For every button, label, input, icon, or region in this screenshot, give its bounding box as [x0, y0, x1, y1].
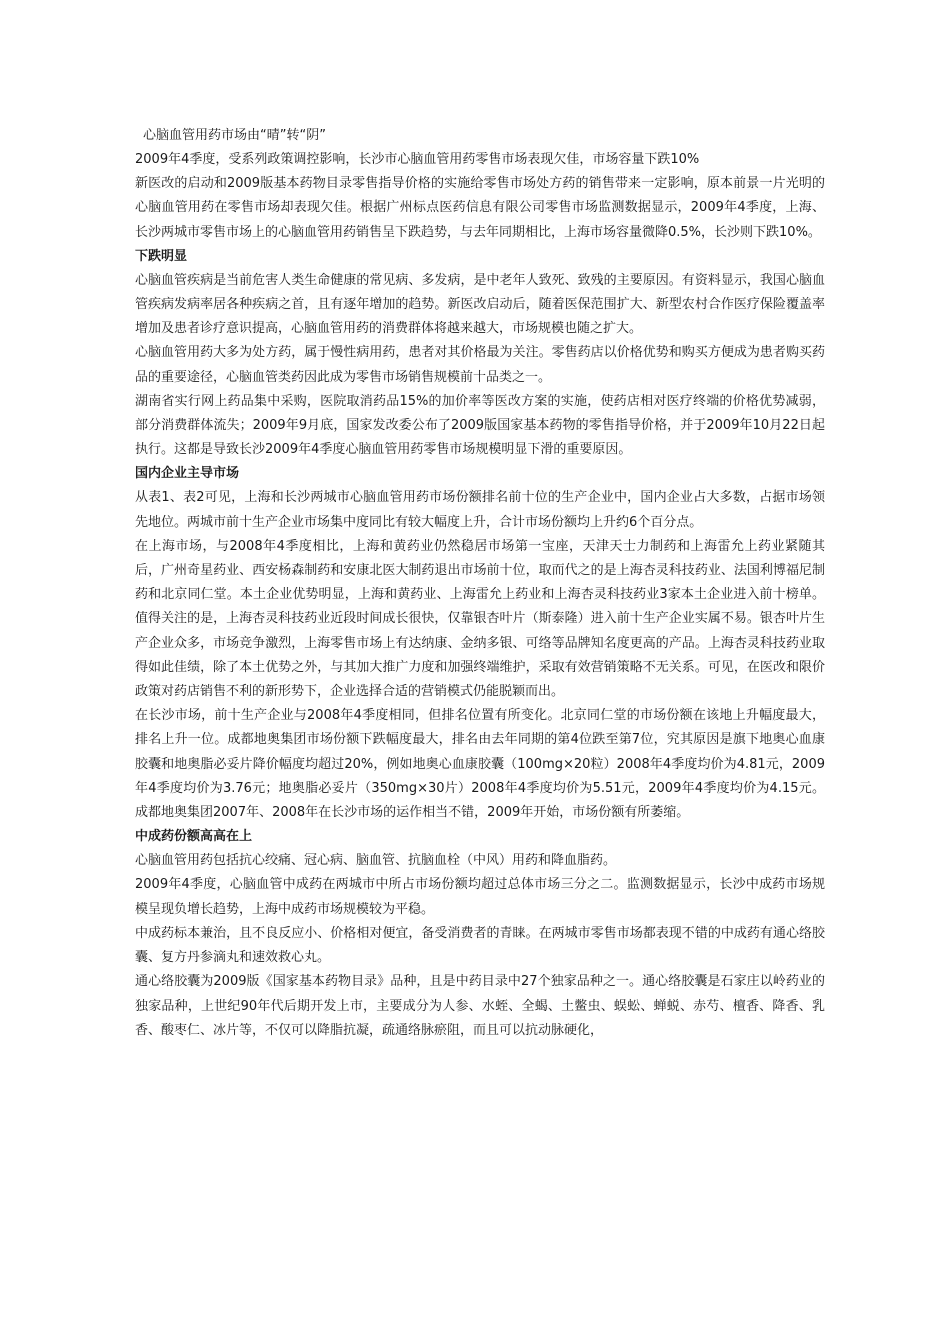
section-heading-decline: 下跌明显: [135, 248, 188, 264]
lead-paragraph-1: 2009年4季度，受系列政策调控影响，长沙市心脑血管用药零售市场表现欠佳，市场容量下跌10%: [135, 152, 700, 167]
lead-paragraph-2: 新医改的启动和2009版基本药物目录零售指导价格的实施给零售市场处方药的销售带来一定影响，原本前景一片光明的心脑血管用药在零售市场却表现欠佳。根据广州标点医药信息有限公司零售市场监测数据显示，2009年4季度，上海、长沙两城市零售市场上的心脑血管用药销售呈下跌趋势，与去年同期相比，上海市场容量微降0.5%，长沙则下跌10%。: [135, 176, 825, 240]
section3-paragraph-3: 中成药标本兼治，且不良反应小、价格相对便宜，备受消费者的青睐。在两城市零售市场都表现不错的中成药有通心络胶囊、复方丹参滴丸和速效救心丸。: [135, 925, 825, 966]
section1-paragraph-2: 心脑血管用药大多为处方药，属于慢性病用药，患者对其价格最为关注。零售药店以价格优势和购买方便成为患者购买药品的重要途径，心脑血管类药因此成为零售市场销售规模前十品类之一。: [135, 345, 825, 385]
section2-paragraph-3: 在长沙市场，前十生产企业与2008年4季度相同，但排名位置有所变化。北京同仁堂的市场份额在该地上升幅度最大，排名上升一位。成都地奥集团市场份额下跌幅度最大，排名由去年同期的第4位跌至第7位，究其原因是旗下地奥心血康胶囊和地奥脂必妥片降价幅度均超过20%，例如地奥心血康胶囊（100mg×20粒）2008年4季度均价为4.81元，2009年4季度均价为3.76元；地奥脂必妥片（350mg×30片）2008年4季度均价为5.51元，2009年4季度均价为4.15元。成都地奥集团2007年、2008年在长沙市场的运作相当不错，2009年开始，市场份额有所萎缩。: [135, 708, 825, 821]
section-heading-chinese-medicine: 中成药份额高高在上: [135, 829, 253, 845]
section3-paragraph-1: 心脑血管用药包括抗心绞痛、冠心病、脑血管、抗脑血栓（中风）用药和降血脂药。: [135, 853, 617, 869]
section3-paragraph-4: 通心络胶囊为2009版《国家基本药物目录》品种，且是中药目录中27个独家品种之一。通心络胶囊是石家庄以岭药业的独家品种，上世纪90年代后期开发上市，主要成分为人参、水蛭、全蝎、土鳖虫、蜈蚣、蝉蜕、赤芍、檀香、降香、乳香、酸枣仁、冰片等，不仅可以降脂抗凝，疏通络脉瘀阻，而且可以抗动脉硬化，: [135, 974, 825, 1038]
section2-paragraph-2: 在上海市场，与2008年4季度相比，上海和黄药业仍然稳居市场第一宝座，天津天士力制药和上海雷允上药业紧随其后，广州奇星药业、西安杨森制药和安康北医大制药退出市场前十位，取而代之的是上海杏灵科技药业、法国利博福尼制药和北京同仁堂。本土企业优势明显，上海和黄药业、上海雷允上药业和上海杏灵科技药业3家本土企业进入前十榜单。值得关注的是，上海杏灵科技药业近段时间成长很快，仅靠银杏叶片（斯泰隆）进入前十生产企业实属不易。银杏叶片生产企业众多，市场竞争激烈，上海零售市场上有达纳康、金纳多银、可络等品牌知名度更高的产品。上海杏灵科技药业取得如此佳绩，除了本土优势之外，与其加大推广力度和加强终端维护，采取有效营销策略不无关系。可见，在医改和限价政策对药店销售不利的新形势下，企业选择合适的营销模式仍能脱颖而出。: [135, 538, 825, 700]
document-page: [135, 124, 825, 1043]
section3-paragraph-2: 2009年4季度，心脑血管中成药在两城市中所占市场份额均超过总体市场三分之二。监测数据显示，长沙中成药市场规模呈现负增长趋势，上海中成药市场规模较为平稳。: [135, 877, 825, 917]
section1-paragraph-1: 心脑血管疾病是当前危害人类生命健康的常见病、多发病，是中老年人致死、致残的主要原因。有资料显示，我国心脑血管疾病发病率居各种疾病之首，且有逐年增加的趋势。新医改启动后，随着医保范围扩大、新型农村合作医疗保险覆盖率增加及患者诊疗意识提高，心脑血管用药的消费群体将越来越大，市场规模也随之扩大。: [135, 272, 825, 337]
article-title: 心脑血管用药市场由“晴”转“阴”: [143, 128, 326, 143]
section2-paragraph-1: 从表1、表2可见，上海和长沙两城市心脑血管用药市场份额排名前十位的生产企业中，国内企业占大多数，占据市场领先地位。两城市前十生产企业市场集中度同比有较大幅度上升，合计市场份额均上升约6个百分点。: [135, 490, 825, 530]
section1-paragraph-3: 湖南省实行网上药品集中采购，医院取消药品15%的加价率等医改方案的实施，使药店相对医疗终端的价格优势减弱，部分消费群体流失；2009年9月底，国家发改委公布了2009版国家基本药物的零售指导价格，并于2009年10月22日起执行。这都是导致长沙2009年4季度心脑血管用药零售市场规模明显下滑的重要原因。: [135, 393, 825, 458]
section-heading-domestic-enterprises: 国内企业主导市场: [135, 466, 240, 482]
